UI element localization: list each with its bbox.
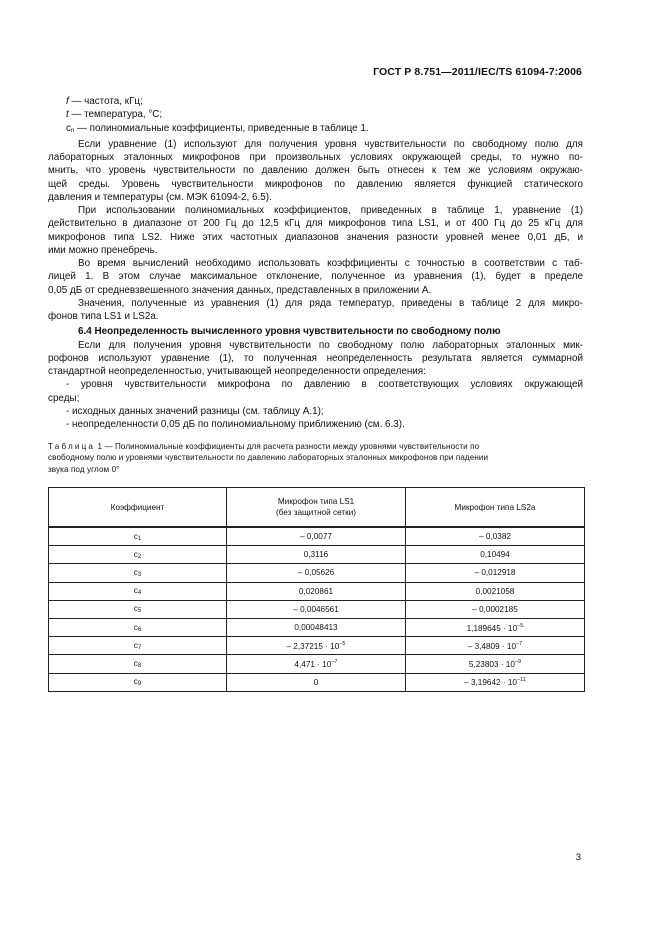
para5-line: рофонов используют уравнение (1), то полученная неопределенность результата является суммарной [48, 352, 583, 364]
table-caption-line: звука под углом 0° [48, 464, 120, 474]
coefficient-cell: $c_1$ [49, 527, 227, 546]
para2-line: При использовании полиномиальных коэффициентов, приведенных в таблице 1, уравнение (1) [78, 205, 583, 216]
var-f: f — частота, кГц; [66, 96, 143, 107]
page-number: 3 [575, 852, 581, 863]
table-row [49, 600, 585, 618]
coefficient-cell: $c_2$ [49, 546, 227, 564]
coefficient-cell: $c_5$ [49, 600, 227, 618]
para1-line: лабораторных эталонных микрофонов при произвольных условиях окружающей среды, то нужно по- [48, 152, 583, 163]
ls2a-value-cell: – 0,0002185 [406, 600, 585, 618]
para3-line: Во время вычислений необходимо использовать коэффициенты с точностью в соответствии с таб- [78, 258, 583, 269]
para3-line: 0,05 дБ от средневзвешенного значения данных, представленных в приложении А. [48, 284, 432, 296]
ls2a-value-cell: $5,23803 \cdot 10^{-9}$ [406, 655, 585, 673]
ls2a-value-cell: – 0,0382 [406, 527, 585, 546]
ls1-value-cell: – 0,0077 [227, 527, 406, 546]
coefficient-cell: $c_8$ [49, 655, 227, 673]
bullet-item: - неопределенности 0,05 дБ по полиномиальному приближению (см. 6.3). [66, 419, 405, 430]
table-row [49, 637, 585, 655]
ls1-value-cell: 0,00048413 [227, 618, 406, 636]
ls1-value-cell: 0,3116 [227, 546, 406, 564]
coefficient-cell: $c_4$ [49, 582, 227, 600]
body-text [48, 95, 583, 475]
document-header: ГОСТ Р 8.751—2011/IEC/TS 61094-7:2006 [373, 66, 582, 78]
para2-line: микрофонов типа LS2. Ниже этих частотных диапазонов значения разности уровней менее 0,01 дБ, и [48, 231, 583, 243]
ls2a-value-cell: – $3,19642 \cdot 10^{-11}$ [406, 673, 585, 691]
table-caption: Таблица 1 — Полиномиальные коэффициенты для расчета разности между уровнями чувствительности по свободному полю и уровнями чувствительности по давлению лабораторных эталонных микрофонов при падении звука под углом 0° [48, 441, 583, 475]
para1-line: Если уравнение (1) используют для получения уровня чувствительности по свободному полю для [78, 138, 583, 150]
ls2a-value-cell: 0,0021058 [406, 582, 585, 600]
bullet-item: - уровня чувствительности микрофона по давлению в соответствующих условиях окружающей [66, 379, 583, 391]
ls2a-value-cell: $1,189645 \cdot 10^{-5}$ [406, 618, 585, 636]
header-ls2a: Микрофон типа LS2a [406, 488, 585, 528]
ls2a-value-cell: – 0,012918 [406, 564, 585, 582]
table-caption-line: свободному полю и уровнями чувствительности по давлению лабораторных эталонных микрофонов при падении [48, 453, 489, 463]
ls1-value-cell: – 0,05626 [227, 564, 406, 582]
table-header-row [49, 488, 585, 528]
para3-line: лицей 1. В этом случае максимальное отклонение, полученное из уравнения (1), будет в пределе [48, 271, 583, 283]
var-t: t — температура, °С; [66, 109, 163, 121]
para2-line: действительно в диапазоне от 200 Гц до 12,5 кГц для микрофонов типа LS1, и от 400 Гц до 25 кГц для [48, 218, 583, 230]
table-row [49, 546, 585, 564]
para1-line: давления и температуры (см. МЭК 61094-2, 6.5). [48, 191, 272, 203]
coefficient-cell: $c_9$ [49, 673, 227, 691]
table-row [49, 527, 585, 546]
para4-line: Значения, полученные из уравнения (1) для ряда температур, приведены в таблице 2 для микро- [78, 297, 583, 309]
section-heading: 6.4 Неопределенность вычисленного уровня чувствительности по свободному полю [78, 326, 501, 338]
var-cn: $c_n$ — полиномиальные коэффициенты, приведенные в таблице 1. [66, 122, 369, 134]
table-row [49, 655, 585, 673]
table-row [49, 618, 585, 636]
bullet-item: - исходных данных значений разницы (см. таблицу А.1); [66, 405, 324, 417]
ls2a-value-cell: – $3,4809 \cdot 10^{-7}$ [406, 637, 585, 655]
ls1-value-cell: 0,020861 [227, 582, 406, 600]
para1-line: щей среды. Уровень чувствительности микрофонов по давлению является функцией статического [48, 178, 583, 190]
ls1-value-cell: $4,471 \cdot 10^{-7}$ [227, 655, 406, 673]
table-caption-label: Таблица [48, 442, 96, 452]
table-row [49, 673, 585, 691]
coefficient-cell: $c_3$ [49, 564, 227, 582]
para5-line: стандартной неопределенностью, учитывающей неопределенности определения: [48, 366, 426, 377]
para2-line: ими можно пренебречь. [48, 244, 158, 256]
para1-line: мнить, что уровень чувствительности по давлению должен быть отнесен к тем же условиям окружаю- [48, 165, 583, 177]
table-row [49, 582, 585, 600]
coefficient-cell: $c_7$ [49, 637, 227, 655]
ls1-value-cell: – $2,37215 \cdot 10^{-5}$ [227, 637, 406, 655]
header-ls1: Микрофон типа LS1 (без защитной сетки) [227, 488, 406, 528]
para4-line: фонов типа LS1 и LS2a. [48, 311, 159, 322]
ls1-value-cell: 0 [227, 673, 406, 691]
para5-line: Если для получения уровня чувствительности по свободному полю лабораторных эталонных мик- [78, 339, 583, 351]
ls1-value-cell: – 0,0046561 [227, 600, 406, 618]
coefficient-cell: $c_6$ [49, 618, 227, 636]
header-coefficient: Коэффициент [49, 488, 227, 528]
ls2a-value-cell: 0,10494 [406, 546, 585, 564]
coefficient-table [48, 487, 585, 692]
table-row [49, 564, 585, 582]
bullet-item-cont: среды; [48, 392, 80, 404]
